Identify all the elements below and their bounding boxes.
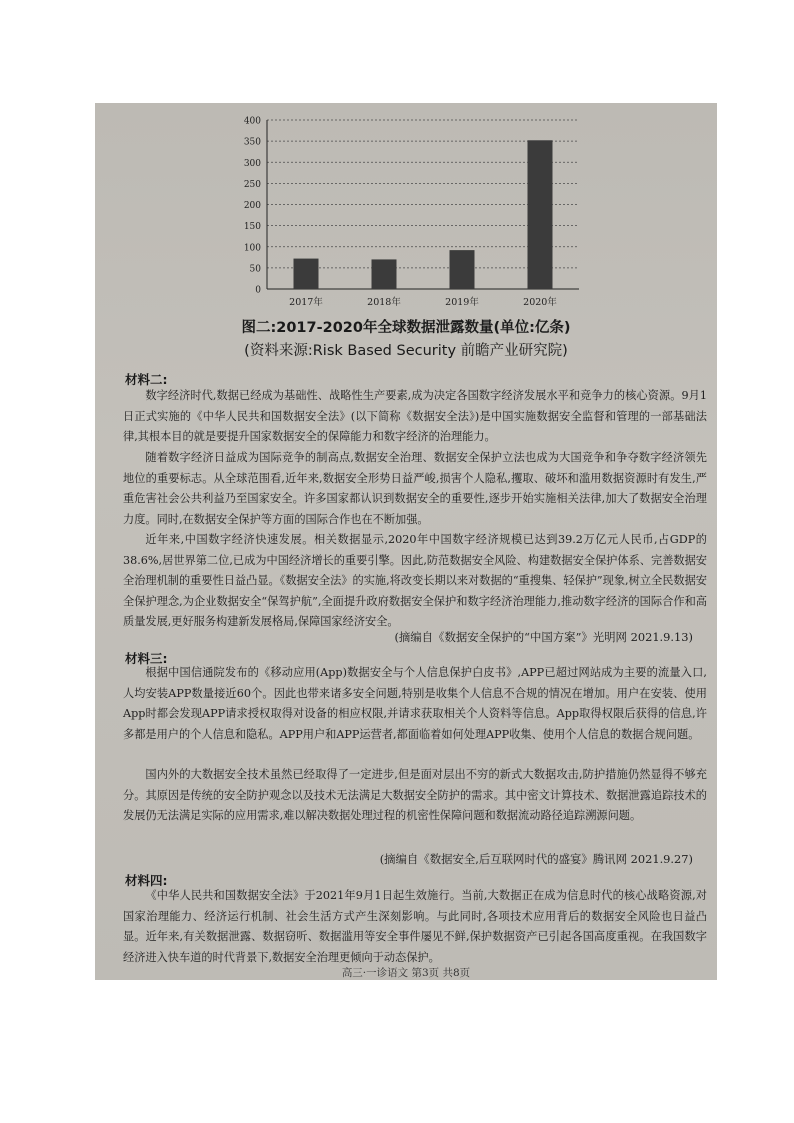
material3-paragraph-1: 根据中国信通院发布的《移动应用(App)数据安全与个人信息保护白皮书》,APP已超过网站成为主要的流量入口,人均安装APP数量接近60个。因此也带来诸多安全问题,特别是收集个人信息不合规的情况在增加。用户在安装、使用App时都会发现APP请求授权取得对设备的相应权限,并请求获取相关个人资料等信息。App取得权限后获得的信息,许多都是用户的个人信息和隐私。APP用户和APP运营者,都面临着如何处理APP收集、使用个人信息的数据合规问题。: [123, 666, 707, 741]
y-tick-label: 0: [255, 285, 261, 296]
x-tick-label: 2017年: [289, 297, 323, 308]
y-tick-label: 300: [243, 158, 261, 169]
material2-source: (摘编自《数据安全保护的“中国方案”》光明网 2021.9.13): [394, 630, 693, 644]
y-tick-label: 400: [243, 116, 261, 127]
y-tick-label: 200: [243, 201, 261, 211]
material2-paragraph-3: 近年来,中国数字经济快速发展。相关数据显示,2020年中国数字经济规模已达到39.2万亿元人民币,占GDP的38.6%,居世界第二位,已成为中国经济增长的重要引擎。因此,防范数据安全风险、构建数据安全保护体系、完善数据安全治理机制的重要性日益凸显。《数据安全法》的实施,将改变长期以来对数据的“重搜集、轻保护”现象,树立全民数据安全保护理念,为企业数据安全“保驾护航”,全面提升政府数据安全保护和数字经济治理能力,推动数字经济的国际合作和高质量发展,更好服务构建新发展格局,保障国家经济安全。: [123, 533, 707, 629]
x-tick-label: 2019年: [445, 297, 479, 308]
y-tick-label: 50: [249, 264, 261, 275]
figure-caption: 图二:2017-2020年全球数据泄露数量(单位:亿条): [241, 320, 571, 336]
y-tick-label: 350: [243, 137, 261, 148]
material3-paragraph-2: 国内外的大数据安全技术虽然已经取得了一定进步,但是面对层出不穷的新式大数据攻击,防护措施仍然显得不够充分。其原因是传统的安全防护观念以及技术无法满足大数据安全防护的需求。其中密文计算技术、数据泄露追踪技术的发展仍无法满足实际的应用需求,难以解决数据处理过程的机密性保障问题和数据流动路径追踪溯源问题。: [123, 768, 707, 823]
photographed-page: [95, 103, 717, 980]
material4-paragraph-1: 《中华人民共和国数据安全法》于2021年9月1日起生效施行。当前,大数据正在成为信息时代的核心战略资源,对国家治理能力、经济运行机制、社会生活方式产生深刻影响。与此同时,各项技术应用背后的数据安全风险也日益凸显。近年来,有关数据泄露、数据窃听、数据滥用等安全事件屡见不鲜,保护数据资产已引起各国高度重视。在我国数字经济进入快车道的时代背景下,数据安全治理更倾向于动态保护。: [123, 889, 707, 964]
bar: [294, 259, 319, 289]
material3-source: (摘编自《数据安全,后互联网时代的盛宴》腾讯网 2021.9.27): [379, 852, 693, 866]
x-tick-label: 2020年: [523, 297, 557, 308]
material2-paragraph-2: 随着数字经济日益成为国际竞争的制高点,数据安全治理、数据安全保护立法也成为大国竞争和争夺数字经济领先地位的重要标志。从全球范围看,近年来,数据安全形势日益严峻,损害个人隐私,攫取、破坏和滥用数据资源时有发生,严重危害社会公共利益乃至国家安全。许多国家都认识到数据安全的重要性,逐步开始实施相关法律,加大了数据安全治理力度。同时,在数据安全保护等方面的国际合作也在不断加强。: [123, 451, 707, 526]
x-tick-label: 2018年: [367, 297, 401, 308]
material4-heading: 材料四:: [125, 873, 168, 888]
bar: [450, 250, 475, 289]
y-tick-label: 150: [243, 222, 261, 233]
bar-chart: [95, 103, 717, 313]
y-tick-label: 100: [243, 243, 261, 254]
material2-heading: 材料二:: [125, 372, 168, 387]
bar: [372, 259, 397, 289]
figure-source: (资料来源:Risk Based Security 前瞻产业研究院): [244, 343, 568, 359]
material2-paragraph-1: 数字经济时代,数据已经成为基础性、战略性生产要素,成为决定各国数字经济发展水平和竞争力的核心资源。9月1日正式实施的《中华人民共和国数据安全法》(以下简称《数据安全法》)是中国实施数据安全监督和管理的一部基础法律,其根本目的就是要提升国家数据安全的保障能力和数字经济的治理能力。: [123, 389, 707, 444]
page-footer: 高三·一诊语文 第3页 共8页: [341, 967, 471, 979]
bar: [528, 140, 553, 289]
y-tick-label: 250: [243, 179, 261, 190]
material3-heading: 材料三:: [125, 651, 168, 666]
